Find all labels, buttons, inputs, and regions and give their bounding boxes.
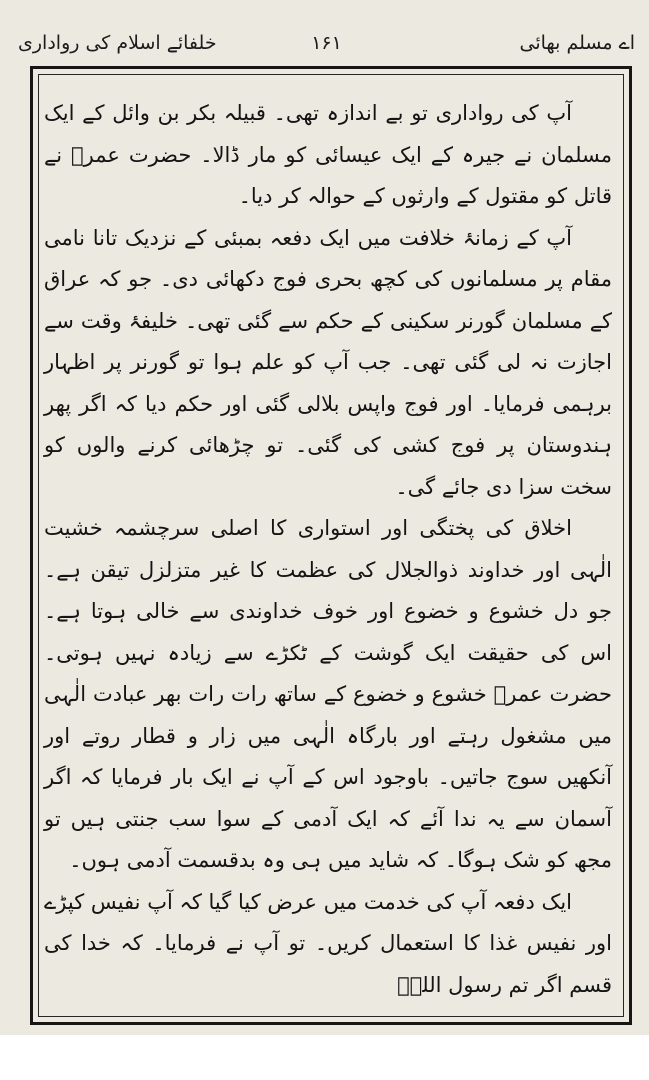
scan-margin [0,1035,649,1080]
paragraph: ایک دفعہ آپ کی خدمت میں عرض کیا گیا کہ آپ نفیس کپڑے اور نفیس غذا کا استعمال کریں۔ تو آپ نے فرمایا۔ کہ خدا کی قسم اگر تم رسول اللہؐ [44,889,612,997]
body-text [44,93,612,1006]
running-header [18,26,635,60]
page-number: ۱۶۱ [311,32,342,54]
book-title: اے مسلم بھائی [519,32,635,54]
paragraph: اخلاق کی پختگی اور استواری کا اصلی سرچشمہ خشیت الٰہی اور خداوند ذوالجلال کی عظمت کا غیر متزلزل تیقن ہے۔ جو دل خشوع و خضوع اور خوف خداوندی سے خالی ہوتا ہے۔ اس کی حقیقت ایک گوشت کے ٹکڑے سے زیادہ نہیں ہوتی۔ حضرت عمرؓ خشوع و خضوع کے ساتھ رات رات بھر عبادت الٰہی میں مشغول رہتے اور بارگاہ الٰہی میں زار و قطار روتے اور آنکھیں سوج جاتیں۔ باوجود اس کے آپ نے ایک بار فرمایا کہ اگر آسمان سے یہ ندا آئے کہ ایک آدمی کے سوا سب جنتی ہیں تو مجھ کو شک ہوگا۔ کہ شاید میں ہی وہ بدقسمت آدمی ہوں۔ [44,516,612,872]
chapter-title: خلفائے اسلام کی رواداری [18,32,217,54]
paragraph: آپ کی رواداری تو بے اندازہ تھی۔ قبیلہ بکر بن وائل کے ایک مسلمان نے جیرہ کے ایک عیسائی کو مار ڈالا۔ حضرت عمرؓ نے قاتل کو مقتول کے وارثوں کے حوالہ کر دیا۔ [44,101,612,208]
paragraph: آپ کے زمانۂ خلافت میں ایک دفعہ بمبئی کے نزدیک تانا نامی مقام پر مسلمانوں کی کچھ بحری فوج دکھائی دی۔ جو کہ عراق کے مسلمان گورنر سکینی کے حکم سے گئی تھی۔ خلیفۂ وقت سے اجازت نہ لی گئی تھی۔ جب آپ کو علم ہوا تو گورنر پر اظہار برہمی فرمایا۔ اور فوج واپس بلالی گئی اور حکم دیا کہ اگر پھر ہندوستان پر فوج کشی کی گئی۔ تو چڑھائی کرنے والوں کو سخت سزا دی جائے گی۔ [44,225,612,499]
